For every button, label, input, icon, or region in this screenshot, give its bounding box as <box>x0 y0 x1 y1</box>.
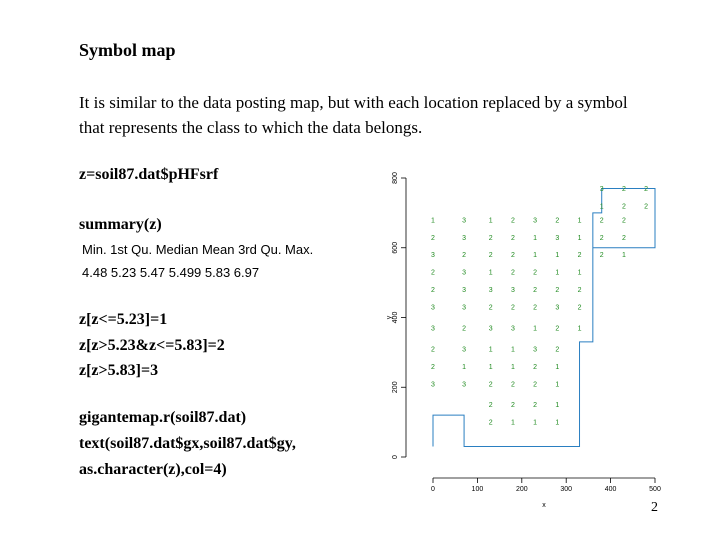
y-tick-label: 0 <box>392 455 399 459</box>
page-number: 2 <box>651 500 658 515</box>
class-symbol: 2 <box>599 217 604 225</box>
class-symbol: 1 <box>555 363 560 371</box>
class-symbol: 3 <box>431 381 435 389</box>
class-symbol: 2 <box>555 287 560 295</box>
class-symbol: 3 <box>533 346 538 354</box>
class-symbol: 1 <box>533 252 538 260</box>
slide-title: Symbol map <box>79 40 176 60</box>
class-symbol: 1 <box>533 419 538 427</box>
class-rule-2: z[z>5.23&z<=5.83]=2 <box>79 337 225 354</box>
class-symbol: 1 <box>621 252 626 260</box>
class-symbol: 1 <box>488 217 493 225</box>
class-symbol: 2 <box>510 304 515 312</box>
x-tick-label: 500 <box>649 486 661 493</box>
class-symbol: 2 <box>488 419 493 427</box>
class-symbol: 2 <box>462 325 467 333</box>
class-symbol: 3 <box>462 217 467 225</box>
y-axis-label: y <box>386 315 393 320</box>
class-symbol: 1 <box>599 203 604 211</box>
class-symbol: 2 <box>533 304 538 312</box>
class-symbol: 3 <box>462 346 467 354</box>
class-symbol: 3 <box>533 217 538 225</box>
class-symbol: 1 <box>533 325 538 333</box>
class-symbol: 2 <box>488 234 493 242</box>
class-symbol: 2 <box>510 234 515 242</box>
x-axis-label: x <box>542 502 546 509</box>
class-symbol: 2 <box>621 185 626 193</box>
class-symbol: 1 <box>533 234 538 242</box>
class-symbol: 3 <box>488 287 493 295</box>
x-tick-label: 300 <box>560 486 573 493</box>
class-symbol: 2 <box>599 252 604 260</box>
class-symbol: 2 <box>555 325 560 333</box>
class-symbol: 2 <box>599 234 604 242</box>
class-symbol: 2 <box>488 252 493 260</box>
class-symbol: 1 <box>577 269 582 277</box>
class-symbol: 2 <box>488 402 493 410</box>
summary-command: summary(z) <box>79 216 162 233</box>
class-symbol: 2 <box>488 304 493 312</box>
class-symbol: 2 <box>621 234 626 242</box>
class-symbol: 2 <box>533 402 538 410</box>
class-symbol: 1 <box>555 419 560 427</box>
class-symbol: 2 <box>431 363 435 371</box>
class-symbol: 2 <box>431 269 435 277</box>
summary-values: 4.48 5.23 5.47 5.499 5.83 6.97 <box>82 265 260 280</box>
class-rule-1: z[z<=5.23]=1 <box>79 311 168 328</box>
class-symbol: 2 <box>488 381 493 389</box>
class-symbol: 2 <box>621 217 626 225</box>
class-symbol: 3 <box>555 304 560 312</box>
x-tick-label: 100 <box>471 486 484 493</box>
class-symbol: 2 <box>510 269 515 277</box>
class-symbol: 2 <box>621 203 626 211</box>
class-symbol: 2 <box>644 203 649 211</box>
class-symbol: 2 <box>555 217 560 225</box>
class-symbol: 1 <box>462 363 467 371</box>
description-line-2: that represents the class to which the data belongs. <box>79 118 423 137</box>
class-symbol: 1 <box>555 402 560 410</box>
class-symbol: 2 <box>510 381 515 389</box>
class-symbol: 2 <box>431 234 435 242</box>
class-symbol: 1 <box>555 381 560 389</box>
x-tick-label: 0 <box>431 486 435 493</box>
class-symbol: 2 <box>510 217 515 225</box>
class-symbol: 3 <box>462 269 467 277</box>
class-symbol: 1 <box>555 252 560 260</box>
class-symbol: 2 <box>533 363 538 371</box>
class-symbol: 3 <box>510 325 515 333</box>
map-outline <box>433 185 655 446</box>
class-symbol: 1 <box>488 269 493 277</box>
class-symbol: 2 <box>510 402 515 410</box>
text-command-line-1: text(soil87.dat$gx,soil87.dat$gy, <box>79 435 296 452</box>
class-symbol: 2 <box>431 346 435 354</box>
class-symbol: 1 <box>510 346 515 354</box>
class-symbol: 3 <box>431 304 435 312</box>
map-command: gigantemap.r(soil87.dat) <box>79 409 247 426</box>
class-symbol: 3 <box>431 325 435 333</box>
class-symbol: 1 <box>488 346 493 354</box>
class-symbol: 1 <box>510 419 515 427</box>
class-rule-3: z[z>5.83]=3 <box>79 362 159 379</box>
class-symbol: 2 <box>577 287 582 295</box>
class-symbol: 2 <box>577 252 582 260</box>
class-symbol: 2 <box>644 185 649 193</box>
class-symbol: 1 <box>510 363 515 371</box>
class-symbol: 3 <box>462 381 467 389</box>
class-symbol: 3 <box>431 252 435 260</box>
class-symbol: 2 <box>431 287 435 295</box>
class-symbol: 2 <box>462 252 467 260</box>
class-symbol: 3 <box>462 304 467 312</box>
class-symbol: 1 <box>431 217 435 225</box>
x-tick-label: 400 <box>604 486 617 493</box>
y-tick-label: 200 <box>392 381 399 394</box>
class-symbol: 3 <box>510 287 515 295</box>
class-symbol: 2 <box>533 287 538 295</box>
text-command-line-2: as.character(z),col=4) <box>79 461 227 478</box>
class-symbol: 1 <box>488 363 493 371</box>
y-tick-label: 800 <box>392 172 399 184</box>
class-symbol: 3 <box>488 325 493 333</box>
class-symbol: 2 <box>533 381 538 389</box>
class-symbol: 2 <box>533 269 538 277</box>
class-symbol: 3 <box>599 185 604 193</box>
x-tick-label: 200 <box>515 486 528 493</box>
class-symbol: 3 <box>462 287 467 295</box>
class-symbol: 2 <box>510 252 515 260</box>
class-symbol: 3 <box>462 234 467 242</box>
y-tick-label: 400 <box>392 311 399 324</box>
y-tick-label: 600 <box>392 241 399 254</box>
assign-statement: z=soil87.dat$pHFsrf <box>79 166 219 183</box>
class-symbol: 3 <box>555 234 560 242</box>
class-symbol: 1 <box>577 234 582 242</box>
class-symbol: 1 <box>577 217 582 225</box>
class-symbol: 2 <box>555 346 560 354</box>
class-symbol: 2 <box>577 304 582 312</box>
summary-header: Min. 1st Qu. Median Mean 3rd Qu. Max. <box>82 242 314 257</box>
class-symbol: 1 <box>577 325 582 333</box>
description-line-1: It is similar to the data posting map, but with each location replaced by a symbol <box>79 93 628 112</box>
class-symbol: 1 <box>555 269 560 277</box>
